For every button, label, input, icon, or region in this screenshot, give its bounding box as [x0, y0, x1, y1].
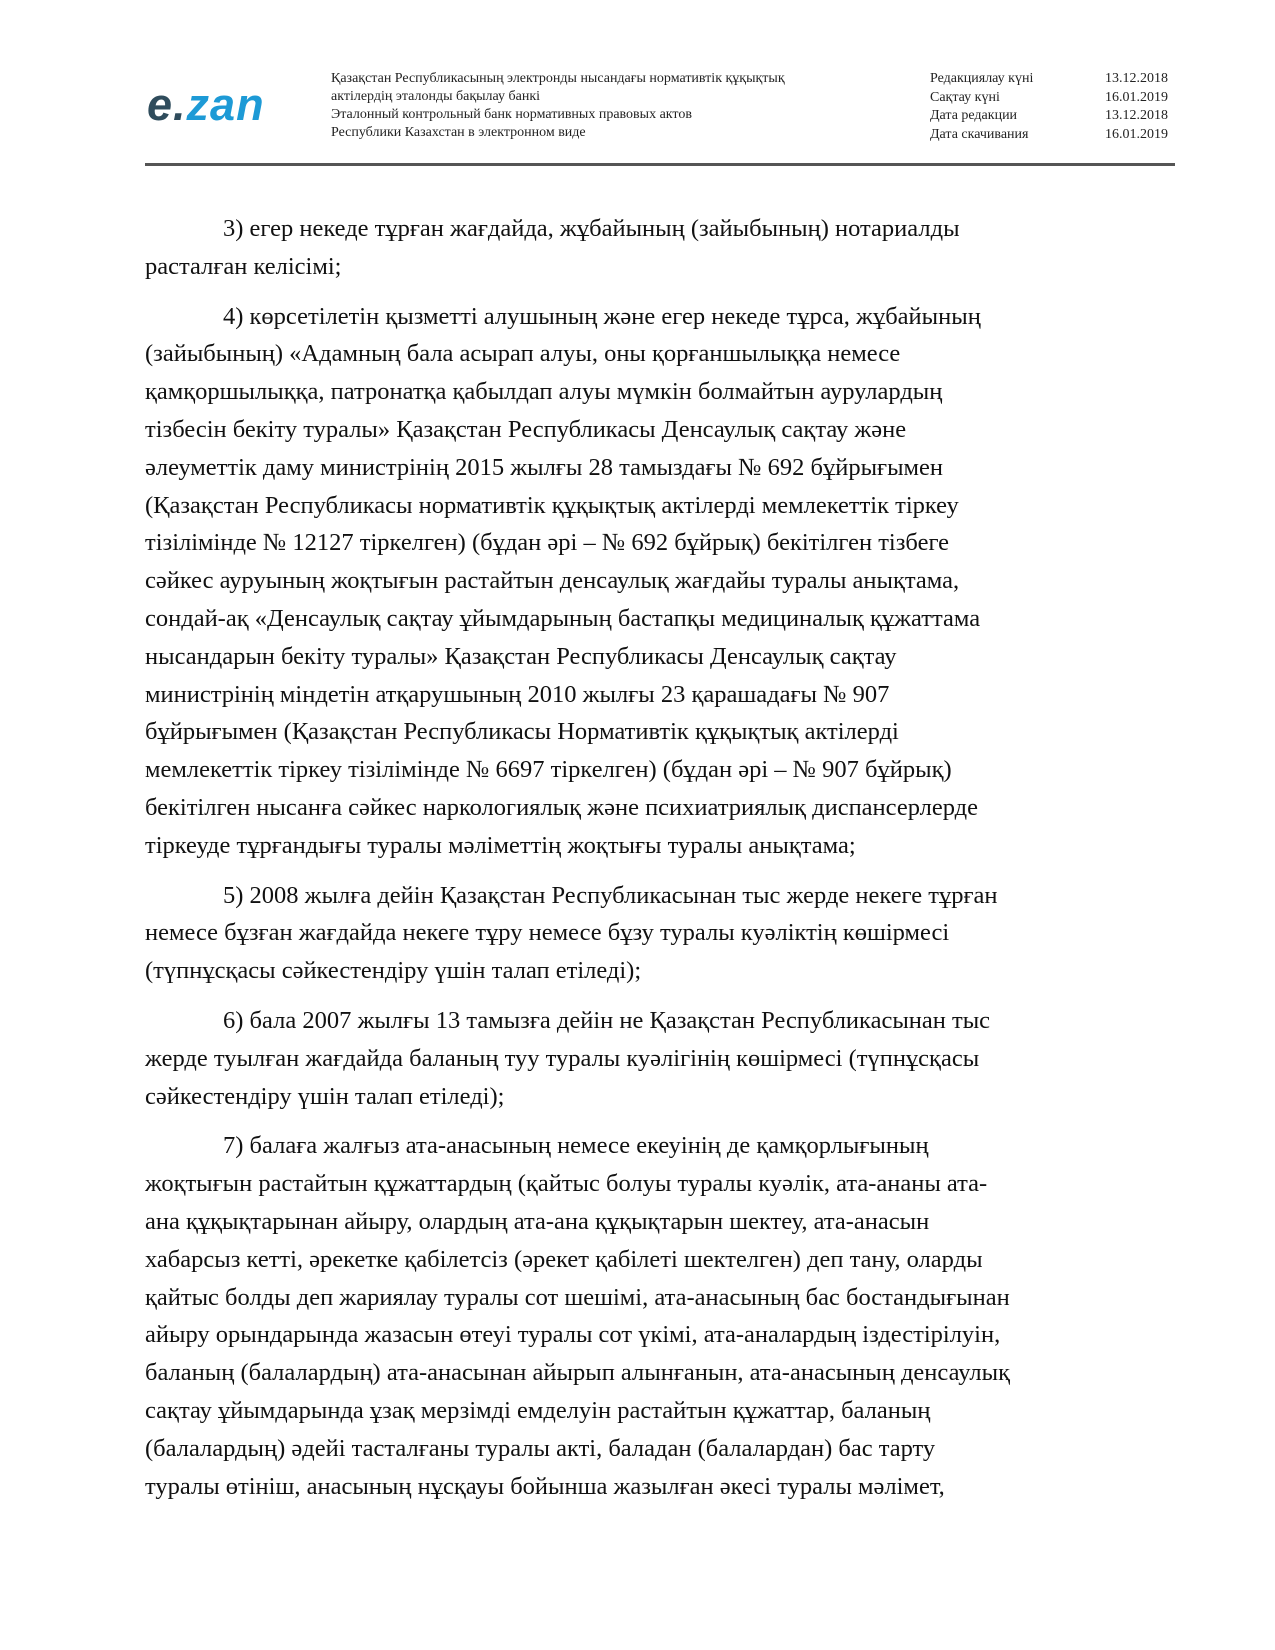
paragraph-line: бекітілген нысанға сәйкес наркологиялық және психиатриялық диспансерлерде: [145, 793, 979, 821]
header-description-line: актілердің эталонды бақылау банкі: [331, 89, 541, 104]
paragraph-line: әлеуметтік даму министрінің 2015 жылғы 28 тамыздағы № 692 бұйрығымен: [145, 453, 944, 481]
paragraph-line: тіркеуде тұрғандығы туралы мәліметтің жоқтығы туралы анықтама;: [145, 831, 856, 859]
paragraph-line: сондай-ақ «Денсаулық сақтау ұйымдарының бастапқы медициналық құжаттама: [145, 604, 981, 632]
paragraph-line: (балалардың) әдейі тасталғаны туралы акті, баладан (балалардан) бас тарту: [145, 1434, 936, 1462]
document-body: [145, 210, 1175, 1517]
paragraph-line: 5) 2008 жылға дейін Қазақстан Республикасынан тыс жерде некеге тұрған: [223, 881, 998, 909]
paragraph-line: бұйрығымен (Қазақстан Республикасы Нормативтік құқықтық актілерді: [145, 718, 899, 746]
ezan-logo: [147, 80, 265, 130]
paragraph-line: жоқтығын растайтын құжаттардың (қайтыс болуы туралы куәлік, ата-ананы ата-: [145, 1170, 988, 1198]
paragraph-line: сақтау ұйымдарында ұзақ мерзімді емделуін растайтын құжаттар, баланың: [145, 1396, 931, 1424]
paragraph-line: 6) бала 2007 жылғы 13 тамызға дейін не Қазақстан Республикасынан тыс: [223, 1006, 991, 1034]
body-paragraph: [145, 298, 1175, 865]
header-description-line: Эталонный контрольный банк нормативных правовых актов: [331, 107, 692, 122]
paragraph-line: (түпнұсқасы сәйкестендіру үшін талап етіледі);: [145, 957, 642, 985]
meta-label: Редакциялау күні: [930, 71, 1034, 86]
meta-row: [930, 70, 1185, 89]
paragraph-line: жерде туылған жағдайда баланың туу туралы куәлігінің көшірмесі (түпнұсқасы: [145, 1044, 980, 1072]
logo-e: e: [147, 79, 174, 130]
header-description-line: Қазақстан Республикасының электронды нысандағы нормативтік құқықтық: [331, 71, 785, 86]
meta-label: Дата редакции: [930, 108, 1018, 123]
paragraph-line: расталған келісімі;: [145, 252, 342, 280]
paragraph-line: мемлекеттік тіркеу тізілімінде № 6697 тіркелген) (бұдан әрі – № 907 бұйрық): [145, 756, 952, 784]
paragraph-line: қамқоршылыққа, патронатқа қабылдап алуы мүмкін болмайтын аурулардың: [145, 378, 943, 406]
paragraph-line: 3) егер некеде тұрған жағдайда, жұбайының (зайыбының) нотариалды: [223, 215, 960, 242]
meta-row: [930, 89, 1185, 108]
body-paragraph: [145, 1127, 1175, 1505]
paragraph-line: тізбесін бекіту туралы» Қазақстан Республикасы Денсаулық сақтау және: [145, 415, 907, 443]
meta-value: 16.01.2019: [1105, 126, 1168, 142]
paragraph-line: (зайыбының) «Адамның бала асырап алуы, оны қорғаншылыққа немесе: [145, 340, 901, 368]
paragraph-line: нысандарын бекіту туралы» Қазақстан Республикасы Денсаулық сақтау: [145, 642, 897, 670]
paragraph-line: тізілімінде № 12127 тіркелген) (бұдан әрі – № 692 бұйрық) бекітілген тізбеге: [145, 529, 950, 557]
paragraph-line: немесе бұзған жағдайда некеге тұру немесе бұзу туралы куәліктің көшірмесі: [145, 919, 950, 947]
paragraph-line: баланың (балалардың) ата-анасынан айырып алынғанын, ата-анасының денсаулық: [145, 1359, 1010, 1387]
body-paragraph: [145, 1002, 1175, 1115]
paragraph-line: айыру орындарында жазасын өтеуі туралы сот үкімі, ата-аналардың іздестірілуін,: [145, 1321, 1001, 1349]
meta-label: Сақтау күні: [930, 89, 1000, 105]
body-paragraph: [145, 210, 1175, 286]
meta-row: [930, 107, 1185, 126]
logo-zan: zan: [186, 79, 265, 130]
paragraph-line: министрінің міндетін атқарушының 2010 жылғы 23 қарашадағы № 907: [145, 680, 890, 708]
header-description: [331, 70, 891, 142]
header-description-line: Республики Казахстан в электронном виде: [331, 125, 586, 140]
paragraph-line: қайтыс болды деп жариялау туралы сот шешімі, ата-анасының бас бостандығынан: [145, 1283, 1010, 1311]
meta-value: 13.12.2018: [1105, 71, 1168, 86]
paragraph-line: туралы өтініш, анасының нұсқауы бойынша жазылған әкесі туралы мәлімет,: [145, 1472, 945, 1500]
meta-row: [930, 126, 1185, 145]
meta-value: 16.01.2019: [1105, 89, 1168, 105]
paragraph-line: сәйкестендіру үшін талап етіледі);: [145, 1082, 505, 1110]
body-paragraph: [145, 877, 1175, 990]
paragraph-line: (Қазақстан Республикасы нормативтік құқықтық актілерді мемлекеттік тіркеу: [145, 491, 959, 519]
paragraph-line: 7) балаға жалғыз ата-анасының немесе екеуінің де қамқорлығының: [223, 1132, 929, 1160]
paragraph-line: сәйкес ауруының жоқтығын растайтын денсаулық жағдайы туралы анықтама,: [145, 567, 960, 595]
meta-label: Дата скачивания: [930, 126, 1029, 142]
logo-dot: .: [173, 79, 187, 130]
paragraph-line: хабарсыз кетті, әрекетке қабілетсіз (әрекет қабілеті шектелген) деп тану, оларды: [145, 1245, 983, 1273]
document-header: [145, 66, 1185, 166]
meta-value: 13.12.2018: [1105, 108, 1168, 123]
header-meta: [930, 70, 1185, 144]
paragraph-line: 4) көрсетілетін қызметті алушының және егер некеде тұрса, жұбайының: [223, 302, 981, 330]
header-divider: [145, 163, 1175, 166]
paragraph-line: ана құқықтарынан айыру, олардың ата-ана құқықтарын шектеу, ата-анасын: [145, 1207, 930, 1235]
